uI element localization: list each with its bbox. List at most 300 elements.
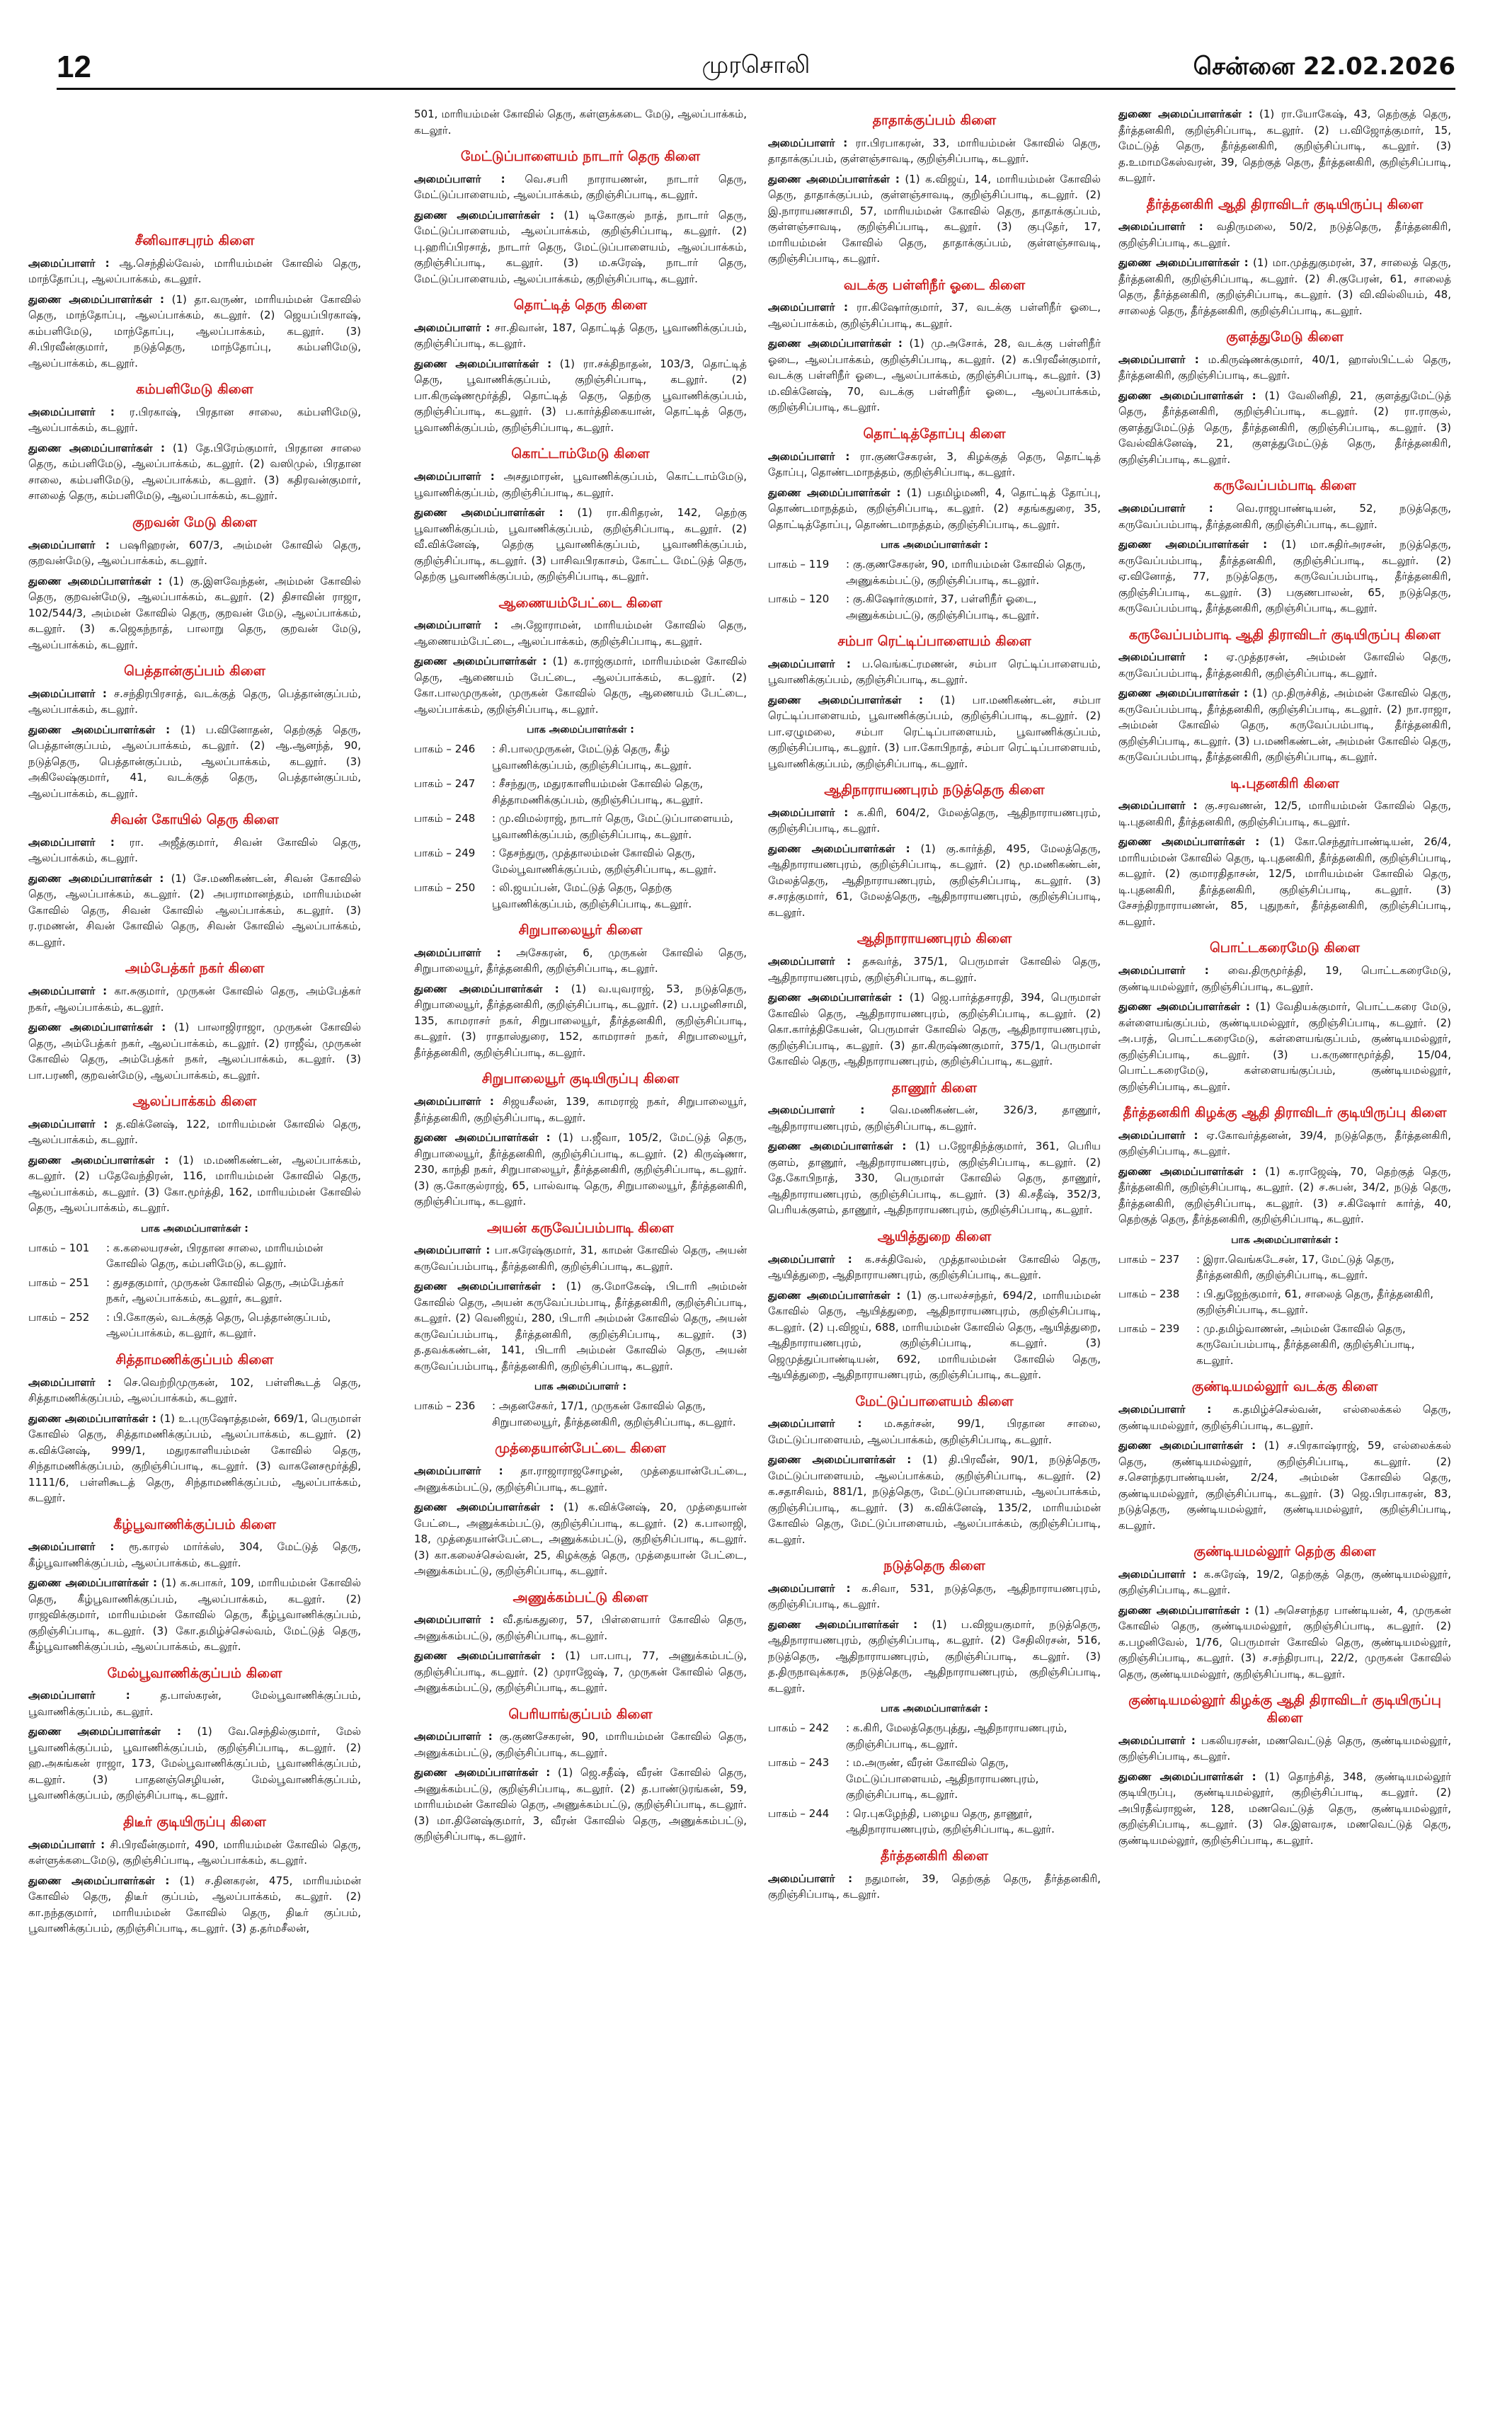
member-details: வை.திருமூர்த்தி, 19, பொட்டகரைமேடு, குண்டியமல்லூர், குறிஞ்சிப்பாடி, கடலூர். — [1118, 964, 1451, 993]
member-details: (1) க.சுபாகர், 109, மாரியம்மன் கோவில் தெரு, கீழ்பூவாணிக்குப்பம், ஆலப்பாக்கம், கடலூர். (2) ராஜவிக்குமார், மாரியம்மன் கோவில் தெரு, கீழ்பூவாணிக்குப்பம், குறிஞ்சிப்பாடி, கடலூர். (3) கோ.தமிழ்ச்செல்வம், மேட்டுத் தெரு, கீழ்பூவாணிக்குப்பம், ஆலப்பாக்கம், கடலூர். — [28, 1576, 361, 1654]
role-label: அமைப்பாளர் : — [768, 301, 848, 314]
role-label: துணை அமைப்பாளர்கள் : — [28, 441, 165, 454]
member-details: (1) கு.பாலச்சந்தர், 694/2, மாரியம்மன் கோவில் தெரு, ஆயித்துறை, ஆதிநாராயணபுரம், குறிஞ்சிப்பாடி, கடலூர். (2) பு.விஜய், 688, மாரியம்மன் கோவில் தெரு, ஆயித்துறை, ஆதிநாராயணபுரம், குறிஞ்சிப்பாடி, கடலூர். (3) ஜெமுத்துப்பாண்டியன், 692, மாரியம்மன் கோவில் தெரு, ஆயித்துறை, ஆதிநாராயணபுரம், குறிஞ்சிப்பாடி, கடலூர். — [768, 1288, 1101, 1381]
booth-row — [768, 591, 1101, 623]
member-paragraph — [28, 1411, 361, 1506]
booth-number: பாகம் – 243 — [768, 1756, 830, 1770]
member-paragraph — [1118, 500, 1451, 532]
booth-organiser: : க.கிரி, மேலத்தெருபுத்து, ஆதிநாராயணபுரம், குறிஞ்சிப்பாடி, கடலூர். — [846, 1721, 1067, 1751]
role-label: துணை அமைப்பாளர்கள் : — [28, 1153, 169, 1167]
member-paragraph — [28, 1152, 361, 1216]
member-paragraph — [1118, 352, 1451, 384]
booth-number: பாகம் – 248 — [414, 812, 476, 825]
role-label: துணை அமைப்பாளர்கள் : — [1118, 1000, 1250, 1014]
booth-organisers-heading: பாக அமைப்பாளர்கள் : — [881, 1703, 988, 1715]
member-paragraph — [768, 1251, 1101, 1283]
column-3 — [768, 106, 1101, 2315]
role-label: துணை அமைப்பாளர்கள் : — [28, 1725, 181, 1738]
booth-organiser: : கு.குணசேகரன், 90, மாரியம்மன் கோவில் தெரு, அணுக்கம்பட்டு, குறிஞ்சிப்பாடி, கடலூர். — [846, 558, 1086, 587]
branch-title: கொட்டாம்மேடு கிளை — [511, 446, 650, 462]
booth-row — [28, 1240, 361, 1272]
member-details: ரா.குணசேகரன், 3, கிழக்குத் தெரு, தொட்டித் தோப்பு, தொண்டமாநத்தம், குறிஞ்சிப்பாடி, கடலூர். — [768, 449, 1101, 479]
member-paragraph — [768, 485, 1101, 533]
member-paragraph — [414, 356, 747, 436]
role-label: அமைப்பாளர் : — [1118, 1403, 1212, 1416]
branch-title: ஆதிநாராயணபுரம் நடுத்தெரு கிளை — [824, 782, 1045, 798]
member-details: ம.சுதர்சன், 99/1, பிரதான சாலை, மேட்டுப்பாளையம், ஆலப்பாக்கம், குறிஞ்சிப்பாடி, கடலூர். — [768, 1417, 1101, 1446]
member-details: (1) க.விஜய், 14, மாரியம்மன் கோவில் தெரு, தாதாக்குப்பம், குள்ளஞ்சாவடி, குறிஞ்சிப்பாடி, கடலூர். (2) இ.நாராயணசாமி, 57, மாரியம்மன் கோவில் தெரு, தாதாக்குப்பம், குள்ளஞ்சாவடி, குறிஞ்சிப்பாடி, கடலூர். (3) குபுதேர், 17, மாரியம்மன் கோவில் தெரு, தாதாக்குப்பம், குள்ளஞ்சாவடி, குறிஞ்சிப்பாடி, கடலூர். — [768, 172, 1101, 265]
column-1 — [28, 227, 361, 2435]
role-label: துணை அமைப்பாளர்கள் : — [414, 357, 552, 370]
branch-title: நடுத்தெரு கிளை — [883, 1558, 985, 1574]
booth-row — [1118, 1321, 1451, 1369]
member-paragraph — [1118, 649, 1451, 681]
branch-section — [28, 514, 361, 653]
booth-organiser: : சி.பாலமுருகன், மேட்டுத் தெரு, கீழ் பூவாணிக்குப்பம், குறிஞ்சிப்பாடி, கடலூர். — [492, 743, 692, 772]
branch-title: குறவன் மேடு கிளை — [132, 514, 257, 530]
member-paragraph — [1118, 1566, 1451, 1598]
role-label: துணை அமைப்பாளர்கள் : — [414, 1766, 551, 1780]
branch-section — [768, 1228, 1101, 1383]
role-label: துணை அமைப்பாளர்கள் : — [768, 1617, 918, 1631]
booth-organisers-heading: பாக அமைப்பாளர் : — [534, 1381, 627, 1393]
role-label: அமைப்பாளர் : — [1118, 1128, 1198, 1142]
page-number: 12 — [57, 50, 91, 84]
member-paragraph — [768, 1138, 1101, 1218]
role-label: அமைப்பாளர் : — [414, 1730, 493, 1743]
role-label: அமைப்பாளர் : — [768, 1252, 852, 1266]
member-paragraph — [1118, 1769, 1451, 1849]
branch-title: சிறுபாலையூர் குடியிருப்பு கிளை — [481, 1071, 680, 1087]
booth-organiser: : க.கலையரசன், பிரதான சாலை, மாரியம்மன் கோவில் தெரு, கம்பளிமேடு, கடலூர். — [106, 1241, 323, 1271]
role-label: துணை அமைப்பாளர்கள் : — [28, 574, 163, 588]
member-details: (1) சே.மணிகண்டன், சிவன் கோவில் தெரு, ஆலப்பாக்கம், கடலூர். (2) அபராமானந்தம், மாரியம்மன் கோவில் தெரு, சிவன் கோவில் ஆலப்பாக்கம், கடலூர். (3) ர.ரமணன், சிவன் கோவில் தெரு, சிவன் கோவில் ஆலப்பாக்கம், கடலூர். — [28, 871, 361, 949]
role-label: அமைப்பாளர் : — [768, 1872, 853, 1885]
member-paragraph — [1118, 685, 1451, 765]
role-label: துணை அமைப்பாளர்கள் : — [414, 1131, 551, 1145]
role-label: துணை அமைப்பாளர்கள் : — [768, 1288, 901, 1302]
role-label: அமைப்பாளர் : — [1118, 964, 1209, 978]
booth-number: பாகம் – 247 — [414, 777, 476, 791]
branch-section — [768, 633, 1101, 772]
member-paragraph — [1118, 999, 1451, 1094]
member-details: ரா. அஜீத்குமார், சிவன் கோவில் தெரு, ஆலப்பாக்கம், கடலூர். — [28, 835, 361, 865]
role-label: அமைப்பாளர் : — [768, 136, 848, 149]
booth-row — [768, 1755, 1101, 1803]
booth-number: பாகம் – 238 — [1118, 1287, 1180, 1300]
role-label: துணை அமைப்பாளர்கள் : — [1118, 538, 1268, 551]
booth-organiser: : மு.தமிழ்வாணன், அம்மன் கோவில் தெரு, கருவேப்பம்பாடி, தீர்த்தனகிரி, குறிஞ்சிப்பாடி, கடலூர். — [1196, 1322, 1415, 1367]
member-paragraph — [414, 653, 747, 717]
role-label: அமைப்பாளர் : — [414, 1095, 494, 1108]
member-paragraph — [414, 1499, 747, 1579]
member-details: (1) ச.பிரகாஷ்ராஜ், 59, எல்லைக்கல் தெரு, குண்டியமல்லூர், குறிஞ்சிப்பாடி, கடலூர். (2) ச.செளந்தரபாண்டியன், 2/24, அம்மன் கோவில் தெரு, குண்டியமல்லூர், குறிஞ்சிப்பாடி, கடலூர். (3) ஜெ.பிரபாகரன், 83, நடுத்தெரு, குண்டியமல்லூர், குண்டியமல்லூர், குறிஞ்சிப்பாடி, கடலூர். — [1118, 1439, 1451, 1532]
member-paragraph — [28, 722, 361, 802]
branch-section — [414, 1070, 747, 1209]
branch-title: சிறுபாலையூர் கிளை — [518, 922, 643, 939]
member-details: (1) ப.ஜோதிந்த்குமார், 361, பெரிய குளம், தாணூர், ஆதிநாராயணபுரம், குறிஞ்சிப்பாடி, கடலூர். (2) தே.கோபிநாத், 330, பெருமாள் கோவில் தெரு, தாணூர், ஆதிநாராயணபுரம், குறிஞ்சிப்பாடி, கடலூர். (3) கி.சதீஷ், 352/3, பெரியக்குளம், தாணூர், ஆதிநாராயணபுரம், குறிஞ்சிப்பாடி, கடலூர். — [768, 1140, 1101, 1217]
branch-section — [28, 381, 361, 504]
member-paragraph — [1118, 798, 1451, 830]
member-paragraph — [414, 1729, 747, 1760]
member-paragraph — [768, 1452, 1101, 1547]
branch-section — [768, 930, 1101, 1069]
role-label: துணை அமைப்பாளர்கள் : — [28, 292, 164, 306]
booth-organiser: : ரெ.புகழேந்தி, பழைய தெரு, தாணூர், ஆதிநாராயணபுரம், குறிஞ்சிப்பாடி, கடலூர். — [846, 1806, 1055, 1836]
member-paragraph — [28, 440, 361, 504]
booth-organiser: : மு.விமல்ராஜ், நாடார் தெரு, மேட்டுப்பாளையம், பூவாணிக்குப்பம், குறிஞ்சிப்பாடி, கடலூர். — [492, 812, 733, 841]
branch-title: தொட்டித் தெரு கிளை — [513, 297, 648, 314]
branch-section — [28, 1093, 361, 1341]
member-details: (1) ஜெ.பார்த்தசாரதி, 394, பெருமாள் கோவில் தெரு, ஆதிநாராயணபுரம், குறிஞ்சிப்பாடி, கடலூர். (2) கொ.கார்த்திகேயன், பெருமாள் கோவில் தெரு, ஆதிநாராயணபுரம், குறிஞ்சிப்பாடி, கடலூர். (3) தா.கிருஷ்ணகுமார், 375/1, பெருமாள் கோவில் தெரு, ஆதிநாராயணபுரம், குறிஞ்சிப்பாடி, கடலூர். — [768, 991, 1101, 1068]
member-details: (1) க.ராஜ்குமார், மாரியம்மன் கோவில் தெரு, ஆணையம் பேட்டை, ஆலப்பாக்கம், கடலூர். (2) கோ.பாலமுருகன், முருகன் கோவில் தெரு, ஆணையம் பேட்டை, ஆலப்பாக்கம், குறிஞ்சிப்பாடி, கடலூர். — [414, 655, 747, 716]
member-details: 501, மாரியம்மன் கோவில் தெரு, கள்ளுக்கடை மேடு, ஆலப்பாக்கம், கடலூர். — [414, 108, 747, 137]
role-label: அமைப்பாளர் : — [414, 321, 491, 334]
booth-row — [414, 810, 747, 842]
branch-section — [1118, 328, 1451, 467]
member-details: (1) பதமிழ்மணி, 4, தொட்டித் தோப்பு, தொண்டமாநத்தம், குறிஞ்சிப்பாடி, கடலூர். (2) சதங்கதுரை, 35, தொட்டித்தோப்பு, தொண்டமாநத்தம், குறிஞ்சிப்பாடி, கடலூர். — [768, 486, 1101, 531]
branch-title: அம்பேத்கர் நகர் கிளை — [125, 961, 265, 977]
member-details: (1) கு.மோகேஷ், பிடாரி அம்மன் கோவில் தெரு, அயன் கருவேப்பம்பாடி, தீர்த்தனகிரி, குறிஞ்சிப்பாடி, கடலூர். (2) வெனிஜய், 280, பிடாரி அம்மன் கோவில் தெரு, அயன் கருவேப்பம்பாடி, தீர்த்தனகிரி, குறிஞ்சிப்பாடி, கடலூர். (3) த.தவக்கண்டன், 141, பிடாரி அம்மன் கோவில் தெரு, அயன் கருவேப்பம்பாடி, தீர்த்தனகிரி, குறிஞ்சிப்பாடி, கடலூர். — [414, 1280, 747, 1373]
booth-row — [1118, 1251, 1451, 1283]
member-paragraph — [768, 1581, 1101, 1612]
member-paragraph — [414, 1278, 747, 1374]
branch-section — [1118, 1692, 1451, 1848]
branch-section — [1118, 1378, 1451, 1533]
branch-section — [1118, 1104, 1451, 1368]
booth-organiser: : சீசந்துரு, மதுரகாளியம்மன் கோவில் தெரு, சித்தாமணிக்குப்பம், குறிஞ்சிப்பாடி, கடலூர். — [492, 777, 704, 806]
role-label: அமைப்பாளர் : — [768, 449, 850, 463]
role-label: அமைப்பாளர் : — [414, 946, 501, 959]
member-details: வெ.மணிகண்டன், 326/3, தாணூர், ஆதிநாராயணபுரம், குறிஞ்சிப்பாடி, கடலூர். — [768, 1104, 1101, 1133]
role-label: அமைப்பாளர் : — [28, 835, 115, 849]
role-label: துணை அமைப்பாளர்கள் : — [768, 337, 903, 350]
member-paragraph — [768, 449, 1101, 481]
branch-title: வடக்கு பள்ளிநீர் ஓடை கிளை — [843, 277, 1026, 293]
role-label: துணை அமைப்பாளர்கள் : — [1118, 108, 1253, 120]
booth-row — [414, 1398, 747, 1430]
member-details: சி.பிரவீன்குமார், 490, மாரியம்மன் கோவில் தெரு, கள்ளுக்கடைமேடு, குறிஞ்சிப்பாடி, ஆலப்பாக்கம், கடலூர். — [28, 1838, 361, 1867]
member-details: ரா.கிஷோர்குமார், 37, வடக்கு பள்ளிநீர் ஓடை, ஆலப்பாக்கம், குறிஞ்சிப்பாடி, கடலூர். — [768, 301, 1101, 330]
role-label: அமைப்பாளர் : — [28, 687, 107, 700]
member-details: (1) வ.யுவராஜ், 53, நடுத்தெரு, சிறுபாலையூர், தீர்த்தனகிரி, குறிஞ்சிப்பாடி, கடலூர். (2) ப.பழனிசாமி, 135, காமராசர் நகர், சிறுபாலையூர், தீர்த்தனகிரி, குறிஞ்சிப்பாடி, கடலூர். (3) ராதாஸ்துரை, 152, காமராசர் நகர், சிறுபாலையூர், தீர்த்தனகிரி, குறிஞ்சிப்பாடி, கடலூர். — [414, 982, 747, 1059]
masthead — [57, 50, 1455, 99]
header-rule — [57, 88, 1455, 90]
branch-title: சம்பா ரெட்டிப்பாளையம் கிளை — [837, 634, 1031, 650]
role-label: அமைப்பாளர் : — [28, 538, 110, 551]
role-label: அமைப்பாளர் : — [414, 1613, 495, 1627]
branch-title: குண்டியமல்லூர் கிழக்கு ஆதி திராவிடர் குடியிருப்பு கிளை — [1128, 1692, 1441, 1726]
branch-section — [28, 811, 361, 950]
member-details: ஏ.முத்தரசன், அம்மன் கோவில் தெரு, கருவேப்பம்பாடி, தீர்த்தனகிரி, குறிஞ்சிப்பாடி, கடலூர். — [1118, 651, 1451, 680]
member-details: பஷரிஹரன், 607/3, அம்மன் கோவில் தெரு, குறவன்மேடு, ஆலப்பாக்கம், கடலூர். — [28, 538, 361, 568]
member-details: வெ.ராஜபாண்டியன், 52, நடுத்தெரு, கருவேப்பம்பாடி, தீர்த்தனகிரி, குறிஞ்சிப்பாடி, கடலூர். — [1118, 502, 1451, 531]
booth-number: பாகம் – 119 — [768, 558, 830, 571]
member-paragraph — [414, 207, 747, 287]
member-paragraph — [28, 1575, 361, 1655]
member-paragraph — [414, 106, 747, 138]
member-details: (1) மா.சுதிர்அரசன், நடுத்தெரு, கருவேப்பம்பாடி, தீர்த்தனகிரி, குறிஞ்சிப்பாடி, கடலூர். (2) ஏ.வினோத், 77, நடுத்தெரு, கருவேப்பம்பாடி, தீர்த்தனகிரி, குறிஞ்சிப்பாடி, கடலூர். (3) பகுணபாலன், 65, நடுத்தெரு, கருவேப்பம்பாடி, தீர்த்தனகிரி, குறிஞ்சிப்பாடி, கடலூர். — [1118, 538, 1451, 615]
role-label: துணை அமைப்பாளர்கள் : — [768, 693, 923, 706]
branch-section — [768, 1847, 1101, 1903]
branch-title: தாதாக்குப்பம் கிளை — [872, 113, 997, 128]
branch-title: தாணூர் கிளை — [891, 1079, 978, 1096]
member-paragraph — [768, 135, 1101, 167]
column-2 — [414, 106, 747, 2315]
member-paragraph — [414, 1130, 747, 1210]
role-label: அமைப்பாளர் : — [414, 1244, 491, 1257]
booth-organiser: : ம.அருண், வீரன் கோவில் தெரு, மேட்டுப்பாளையம், ஆதிநாராயணபுரம், குறிஞ்சிப்பாடி, கடலூர். — [846, 1756, 1039, 1801]
role-label: துணை அமைப்பாளர்கள் : — [768, 1453, 912, 1467]
role-label: அமைப்பாளர் : — [768, 1581, 851, 1595]
member-paragraph — [28, 1116, 361, 1148]
role-label: துணை அமைப்பாளர்கள் : — [28, 1874, 170, 1887]
member-paragraph — [1118, 255, 1451, 319]
member-details: வெ.சபரி நாராயணன், நாடார் தெரு, மேட்டுப்பாளையம், ஆலப்பாக்கம், குறிஞ்சிப்பாடி, கடலூர். — [414, 172, 747, 202]
role-label: துணை அமைப்பாளர்கள் : — [1118, 389, 1256, 402]
member-details: (1) கு.இளவேந்தன், அம்மன் கோவில் தெரு, குறவன்மேடு, ஆலப்பாக்கம், கடலூர். (2) திசாவின் ராஜா, 102/544/3, அம்மன் கோவில் தெரு, குறவன் மேடு, ஆலப்பாக்கம், கடலூர். (3) க.ஜெகந்நாத், பாலாறு தெரு, குறவன் மேடு, ஆலப்பாக்கம், கடலூர். — [28, 574, 361, 651]
member-paragraph — [28, 1688, 361, 1719]
role-label: துணை அமைப்பாளர்கள் : — [1118, 835, 1260, 849]
member-paragraph — [28, 871, 361, 951]
member-paragraph — [28, 1724, 361, 1804]
branch-section — [768, 1557, 1101, 1838]
role-label: துணை அமைப்பாளர்கள் : — [1118, 1770, 1256, 1783]
member-details: ர.பிரகாஷ், பிரதான சாலை, கம்பளிமேடு, ஆலப்பாக்கம், கடலூர். — [28, 405, 361, 435]
member-details: (1) க.விக்னேஷ், 20, முத்தையான் பேட்டை, அணுக்கம்பட்டு, குறிஞ்சிப்பாடி, கடலூர். (2) க.பாலாஜி, 18, முத்தையான்பேட்டை, அணுக்கம்பட்டு, குறிஞ்சிப்பாடி, கடலூர். (3) கா.கலைச்செல்வன், 25, கிழக்குத் தெரு, முத்தையான் பேட்டை, அணுக்கம்பட்டு, குறிஞ்சிப்பாடி, கடலூர். — [414, 1501, 747, 1577]
member-details: (1) உ.புருஷோத்தமன், 669/1, பெருமாள் கோவில் தெரு, சித்தாமணிக்குப்பம், ஆலப்பாக்கம், கடலூர். (2) க.விக்னேஷ், 999/1, மதுரகாளியம்மன் கோவில் தெரு, சிந்தாமணிக்குப்பம், குறிஞ்சிப்பாடி, கடலூர். (3) வாகனேசமூர்த்தி, 1111/6, பள்ளிகூடத் தெரு, சிந்தாமணிக்குப்பம், ஆலப்பாக்கம், கடலூர். — [28, 1411, 361, 1504]
booth-number: பாகம் – 101 — [28, 1241, 90, 1254]
role-label: துணை அமைப்பாளர்கள் : — [28, 1576, 158, 1590]
branch-title: அணுக்கம்பட்டு கிளை — [512, 1589, 648, 1605]
branch-title: திடீர் குடியிருப்பு கிளை — [123, 1814, 266, 1830]
member-details: வீ.தங்கதுரை, 57, பிள்ளையார் கோவில் தெரு, அணுக்கம்பட்டு, குறிஞ்சிப்பாடி, கடலூர். — [414, 1613, 747, 1642]
role-label: அமைப்பாளர் : — [28, 985, 108, 998]
branch-section — [414, 297, 747, 435]
booth-organiser: : துசதகுமார், முருகன் கோவில் தெரு, அம்பேத்கர் நகர், ஆலப்பாக்கம், கடலூர், கடலூர். — [106, 1276, 344, 1305]
branch-title: கீழ்பூவாணிக்குப்பம் கிளை — [113, 1516, 276, 1532]
branch-section — [768, 1079, 1101, 1218]
role-label: துணை அமைப்பாளர்கள் : — [768, 842, 910, 855]
member-details: பகலியரசன், மணவெட்டுத் தெரு, குண்டியமல்லூர், குறிஞ்சிப்பாடி, கடலூர். — [1118, 1734, 1451, 1763]
member-paragraph — [414, 171, 747, 203]
branch-title: ஆணையம்பேட்டை கிளை — [498, 595, 663, 611]
member-paragraph — [1118, 1438, 1451, 1533]
booth-organiser: : இரா.வெங்கடேசன், 17, மேட்டுத் தெரு, தீர்த்தனகிரி, குறிஞ்சிப்பாடி, கடலூர். — [1196, 1252, 1394, 1282]
member-details: (1) ம.மணிகண்டன், ஆலப்பாக்கம், கடலூர். (2) பதேவேந்திரன், 116, மாரியம்மன் கோவில் தெரு, ஆலப்பாக்கம், கடலூர். (3) கோ.மூர்த்தி, 162, மாரியம்மன் கோவில் தெரு, ஆலப்பாக்கம், கடலூர். — [28, 1153, 361, 1215]
member-details: (1) ரா.யோகேஷ், 43, தெற்குத் தெரு, தீர்த்தனகிரி, குறிஞ்சிப்பாடி, கடலூர். (2) ப.விஜோத்குமார், 15, மேட்டுத் தெரு, தீர்த்தனகிரி, குறிஞ்சிப்பாடி, கடலூர். (3) த.உமாமகேஸ்வரன், 39, தெற்குத் தெரு, தீர்த்தனகிரி, குறிஞ்சிப்பாடி, கடலூர். — [1118, 108, 1451, 184]
member-details: (1) ஜெ.சதீஷ், வீரன் கோவில் தெரு, அணுக்கம்பட்டு, குறிஞ்சிப்பாடி, கடலூர். (2) த.பாண்டுரங்கன், 59, மாரியம்மன் கோவில் தெரு, அணுக்கம்பட்டு, குறிஞ்சிப்பாடி, கடலூர். (3) மா.தினேஷ்குமார், 3, வீரன் கோவில் தெரு, அணுக்கம்பட்டு, குறிஞ்சிப்பாடி, கடலூர். — [414, 1766, 747, 1843]
member-details: ப.வெங்கட்ரமணன், சம்பா ரெட்டிப்பாளையம், பூவாணிக்குப்பம், குறிஞ்சிப்பாடி, கடலூர். — [768, 657, 1101, 687]
branch-section — [28, 1351, 361, 1506]
member-paragraph — [1118, 106, 1451, 186]
member-paragraph — [28, 256, 361, 287]
branch-section — [414, 1706, 747, 1845]
branch-title: ஆதிநாராயணபுரம் கிளை — [857, 931, 1012, 947]
member-paragraph — [1118, 1402, 1451, 1433]
booth-number: பாகம் – 120 — [768, 592, 830, 606]
booth-number: பாகம் – 237 — [1118, 1252, 1180, 1266]
booth-row — [28, 1310, 361, 1341]
role-label: துணை அமைப்பாளர்கள் : — [414, 506, 563, 520]
member-details: வதிருமலை, 50/2, நடுத்தெரு, தீர்த்தனகிரி, குறிஞ்சிப்பாடி, கடலூர். — [1118, 220, 1451, 249]
branch-section — [1118, 626, 1451, 765]
role-label: அமைப்பாளர் : — [1118, 799, 1198, 813]
member-details: அசேகரன், 6, முருகன் கோவில் தெரு, சிறுபாலையூர், தீர்த்தனகிரி, குறிஞ்சிப்பாடி, கடலூர். — [414, 946, 747, 975]
booth-number: பாகம் – 250 — [414, 881, 476, 895]
branch-section — [28, 1814, 361, 1937]
role-label: அமைப்பாளர் : — [28, 1689, 130, 1702]
member-paragraph — [414, 1094, 747, 1125]
role-label: அமைப்பாளர் : — [28, 1375, 112, 1389]
role-label: அமைப்பாளர் : — [414, 1465, 503, 1477]
member-paragraph — [28, 537, 361, 569]
member-details: க.கிரி, 604/2, மேலத்தெரு, ஆதிநாராயணபுரம், குறிஞ்சிப்பாடி, கடலூர். — [768, 806, 1101, 835]
member-details: அ.ஜோராமன், மாரியம்மன் கோவில் தெரு, ஆணையம்பேட்டை, ஆலப்பாக்கம், குறிஞ்சிப்பாடி, கடலூர். — [414, 619, 747, 648]
member-paragraph — [1118, 537, 1451, 617]
member-details: க.சிவா, 531, நடுத்தெரு, ஆதிநாராயணபுரம், குறிஞ்சிப்பாடி, கடலூர். — [768, 1581, 1101, 1611]
member-details: (1) மு.திருச்சித், அம்மன் கோவில் தெரு, கருவேப்பம்பாடி, தீர்த்தனகிரி, குறிஞ்சிப்பாடி, கடலூர். (2) நா.ராஜா, அம்மன் கோவில் தெரு, கருவேப்பம்பாடி, தீர்த்தனகிரி, குறிஞ்சிப்பாடி, கடலூர். (3) ப.மணிகண்டன், அம்மன் கோவில் தெரு, கருவேப்பம்பாடி, தீர்த்தனகிரி, குறிஞ்சிப்பாடி, கடலூர். — [1118, 687, 1451, 764]
member-paragraph — [28, 404, 361, 436]
branch-title: மேட்டுப்பாளையம் கிளை — [855, 1393, 1014, 1409]
role-label: துணை அமைப்பாளர்கள் : — [768, 1140, 907, 1153]
member-paragraph — [414, 1765, 747, 1845]
member-paragraph — [28, 292, 361, 372]
member-paragraph — [768, 1871, 1101, 1903]
city-date: சென்னை 22.02.2026 — [1193, 52, 1455, 81]
branch-title: தீர்த்தனகிரி ஆதி திராவிடர் குடியிருப்பு கிளை — [1146, 196, 1424, 212]
branch-title: பெத்தான்குப்பம் கிளை — [124, 663, 265, 680]
branch-section — [28, 1665, 361, 1804]
role-label: துணை அமைப்பாளர்கள் : — [414, 1501, 554, 1513]
member-paragraph — [414, 320, 747, 352]
member-details: ரா.பிரபாகரன், 33, மாரியம்மன் கோவில் தெரு, தாதாக்குப்பம், குள்ளஞ்சாவடி, குறிஞ்சிப்பாடி, கடலூர். — [768, 136, 1101, 166]
role-label: அமைப்பாளர் : — [1118, 353, 1199, 366]
member-paragraph — [768, 953, 1101, 985]
member-paragraph — [768, 990, 1101, 1070]
member-details: சிஜயசீலன், 139, காமராஜ் நகர், சிறுபாலையூர், தீர்த்தனகிரி, குறிஞ்சிப்பாடி, கடலூர். — [414, 1095, 747, 1124]
booth-row — [768, 556, 1101, 588]
booth-row — [768, 1720, 1101, 1752]
role-label: துணை அமைப்பாளர்கள் : — [28, 1411, 156, 1425]
role-label: அமைப்பாளர் : — [768, 1104, 865, 1117]
member-paragraph — [768, 1617, 1101, 1697]
booth-row — [414, 845, 747, 877]
booth-number: பாகம் – 251 — [28, 1276, 90, 1289]
member-details: கு.குணசேகரன், 90, மாரியம்மன் கோவில் தெரு, அணுக்கம்பட்டு, குறிஞ்சிப்பாடி, கடலூர். — [414, 1730, 747, 1759]
role-label: அமைப்பாளர் : — [28, 256, 110, 270]
member-paragraph — [1118, 1733, 1451, 1765]
branch-section — [768, 1393, 1101, 1548]
role-label: துணை அமைப்பாளர்கள் : — [414, 655, 547, 668]
member-paragraph — [768, 656, 1101, 688]
newspaper-name: முரசொலி — [701, 51, 811, 79]
member-details: அசதுமாரன், பூவாணிக்குப்பம், கொட்டாம்மேடு, பூவாணிக்குப்பம், குறிஞ்சிப்பாடி, கடலூர். — [414, 470, 747, 499]
column-4 — [1118, 106, 1451, 2315]
branch-section — [414, 106, 747, 138]
role-label: துணை அமைப்பாளர்கள் : — [768, 991, 903, 1004]
branch-title: மேட்டுப்பாளையம் நாடார் தெரு கிளை — [460, 149, 701, 164]
booth-organisers-heading: பாக அமைப்பாளர்கள் : — [527, 724, 634, 736]
member-details: (1) மு.அசோக், 28, வடக்கு பள்ளிநீர் ஓடை, ஆலப்பாக்கம், குறிஞ்சிப்பாடி, கடலூர். (2) க.பிரவீன்குமார், வடக்கு பள்ளிநீர் ஓடை, ஆலப்பாக்கம், குறிஞ்சிப்பாடி, கடலூர். (3) ம.விக்னேஷ், 70, வடக்கு பள்ளிநீர் ஓடை, ஆலப்பாக்கம், குறிஞ்சிப்பாடி, கடலூர். — [768, 337, 1101, 414]
branch-section — [768, 781, 1101, 920]
member-paragraph — [414, 945, 747, 977]
member-paragraph — [768, 841, 1101, 921]
role-label: துணை அமைப்பாளர்கள் : — [1118, 1164, 1256, 1178]
member-details: (1) தே.பிரேம்குமார், பிரதான சாலை தெரு, கம்பளிமேடு, ஆலப்பாக்கம், கடலூர். (2) வஸிமுல், பிரதான சாலை, கம்பளிமேடு, ஆலப்பாக்கம், கடலூர். (3) கதிரவன்குமார், சாலைத் தெரு, கம்பளிமேடு, ஆலப்பாக்கம், கடலூர். — [28, 441, 361, 503]
member-details: க.தமிழ்ச்செல்வன், எல்லைக்கல் தெரு, குண்டியமல்லூர், குறிஞ்சிப்பாடி, கடலூர். — [1118, 1403, 1451, 1432]
member-details: ச.சந்திரபிரசாத், வடக்குத் தெரு, பெத்தான்குப்பம், ஆலப்பாக்கம், கடலூர். — [28, 687, 361, 716]
branch-section — [1118, 1543, 1451, 1682]
member-paragraph — [414, 505, 747, 585]
branch-section — [414, 148, 747, 287]
member-details: நதுமான், 39, தெற்குத் தெரு, தீர்த்தனகிரி, குறிஞ்சிப்பாடி, கடலூர். — [768, 1872, 1101, 1901]
member-details: (1) கு.கார்த்தி, 495, மேலத்தெரு, ஆதிநாராயணபுரம், குறிஞ்சிப்பாடி, கடலூர். (2) மூ.மணிகண்டன், மேலத்தெரு, ஆதிநாராயணபுரம், குறிஞ்சிப்பாடி, கடலூர். (3) ச.சரத்குமார், 61, மேலத்தெரு, ஆதிநாராயணபுரம், குறிஞ்சிப்பாடி, கடலூர். — [768, 842, 1101, 919]
member-paragraph — [414, 1463, 747, 1495]
role-label: அமைப்பாளர் : — [414, 619, 498, 632]
role-label: அமைப்பாளர் : — [768, 955, 852, 968]
branch-title: டி.புதனகிரி கிளை — [1230, 775, 1339, 791]
branch-section — [414, 1220, 747, 1431]
member-details: பா.சுரேஷ்குமார், 31, காமன் கோவில் தெரு, அயன் கருவேப்பம்பாடி, தீர்த்தனகிரி, குறிஞ்சிப்பாடி, கடலூர். — [414, 1244, 747, 1273]
branch-title: குண்டியமல்லூர் வடக்கு கிளை — [1191, 1379, 1378, 1395]
role-label: அமைப்பாளர் : — [768, 1417, 862, 1431]
role-label: துணை அமைப்பாளர்கள் : — [768, 172, 900, 185]
branch-section — [28, 663, 361, 801]
member-details: (1) பா.பாபு, 77, அணுக்கம்பட்டு, குறிஞ்சிப்பாடி, கடலூர். (2) முராஜேஷ், 7, முருகன் கோவில் தெரு, அணுக்கம்பட்டு, குறிஞ்சிப்பாடி, கடலூர். — [414, 1649, 747, 1695]
member-details: (1) டிகோகுல் நாத், நாடார் தெரு, மேட்டுப்பாளையம், ஆலப்பாக்கம், குறிஞ்சிப்பாடி, கடலூர். (2) பு.ஹரிப்பிரசாத், நாடார் தெரு, மேட்டுப்பாளையம், ஆலப்பாக்கம், குறிஞ்சிப்பாடி, கடலூர். (3) ம.சுரேஷ், நாடார் தெரு, மேட்டுப்பாளையம், ஆலப்பாக்கம், குறிஞ்சிப்பாடி, கடலூர். — [414, 208, 747, 285]
branch-title: தீர்த்தனகிரி கிழக்கு ஆதி திராவிடர் குடியிருப்பு கிளை — [1123, 1105, 1447, 1121]
role-label: துணை அமைப்பாளர்கள் : — [414, 1280, 556, 1293]
member-details: ரூ.காரல் மார்க்ஸ், 304, மேட்டுத் தெரு, கீழ்பூவாணிக்குப்பம், ஆலப்பாக்கம், கடலூர். — [28, 1540, 361, 1569]
member-paragraph — [414, 469, 747, 500]
member-paragraph — [768, 299, 1101, 331]
member-paragraph — [28, 1539, 361, 1571]
branch-title: தொட்டித்தோப்பு கிளை — [863, 425, 1006, 442]
member-paragraph — [1118, 963, 1451, 995]
branch-section — [28, 1516, 361, 1655]
branch-section — [414, 1589, 747, 1696]
member-details: தா.ராஜாராஜசோழன், முத்தையான்பேட்டை, அணுக்கம்பட்டு, குறிஞ்சிப்பாடி, கடலூர். — [414, 1465, 747, 1494]
branch-title: சித்தாமணிக்குப்பம் கிளை — [115, 1351, 274, 1368]
role-label: துணை அமைப்பாளர்கள் : — [414, 982, 559, 995]
role-label: துணை அமைப்பாளர்கள் : — [768, 486, 901, 499]
member-details: (1) தா.வருண், மாரியம்மன் கோவில் தெரு, மாந்தோப்பு, ஆலப்பாக்கம், கடலூர். (2) ஜெயப்பிரகாஷ், கம்பளிமேடு, மாந்தோப்பு, ஆலப்பாக்கம், கடலூர். (3) சி.பிரவீன்குமார், நடுத்தெரு, மாந்தோப்பு, கம்பளிமேடு, ஆலப்பாக்கம், கடலூர். — [28, 292, 361, 369]
member-details: (1) கோ.செந்தூர்பாண்டியன், 26/4, மாரியம்மன் கோவில் தெரு, டி.புதனகிரி, தீர்த்தனகிரி, குறிஞ்சிப்பாடி, கடலூர். (2) குமாரதிதாசன், 12/5, மாரியம்மன் கோவில் தெரு, டி.புதனகிரி, தீர்த்தனகிரி, குறிஞ்சிப்பாடி, கடலூர். (3) சேசந்திரநாராயணன், 85, புதுநகர், தீர்த்தனகிரி, குறிஞ்சிப்பாடி, கடலூர். — [1118, 835, 1451, 928]
member-details: க.சுரேஷ், 19/2, தெற்குத் தெரு, குண்டியமல்லூர், குறிஞ்சிப்பாடி, கடலூர். — [1118, 1567, 1451, 1597]
branch-section — [768, 112, 1101, 267]
member-paragraph — [768, 805, 1101, 837]
role-label: துணை அமைப்பாளர்கள் : — [1118, 687, 1248, 700]
branch-section — [1118, 775, 1451, 930]
booth-number: பாகம் – 244 — [768, 1806, 830, 1820]
booth-number: பாகம் – 249 — [414, 847, 476, 860]
booth-row — [1118, 1286, 1451, 1318]
member-details: செ.வெற்றிமுருகன், 102, பள்ளிகூடத் தெரு, சித்தாமணிக்குப்பம், ஆலப்பாக்கம், கடலூர். — [28, 1375, 361, 1404]
role-label: அமைப்பாளர் : — [1118, 1734, 1196, 1747]
role-label: அமைப்பாளர் : — [414, 470, 495, 483]
member-paragraph — [28, 1837, 361, 1869]
role-label: துணை அமைப்பாளர்கள் : — [28, 723, 171, 736]
branch-section — [28, 960, 361, 1083]
branch-title: கருவேப்பம்பாடி கிளை — [1213, 478, 1356, 494]
booth-row — [414, 776, 747, 808]
branch-title: சீனிவாசபுரம் கிளை — [134, 233, 255, 248]
branch-title: கம்பளிமேடு கிளை — [136, 382, 253, 398]
branch-title: அயன் கருவேப்பம்பாடி கிளை — [487, 1220, 674, 1236]
role-label: துணை அமைப்பாளர்கள் : — [1118, 1603, 1249, 1617]
member-details: த.பாஸ்கரன், மேல்பூவாணிக்குப்பம், பூவாணிக்குப்பம், கடலூர். — [28, 1689, 361, 1718]
